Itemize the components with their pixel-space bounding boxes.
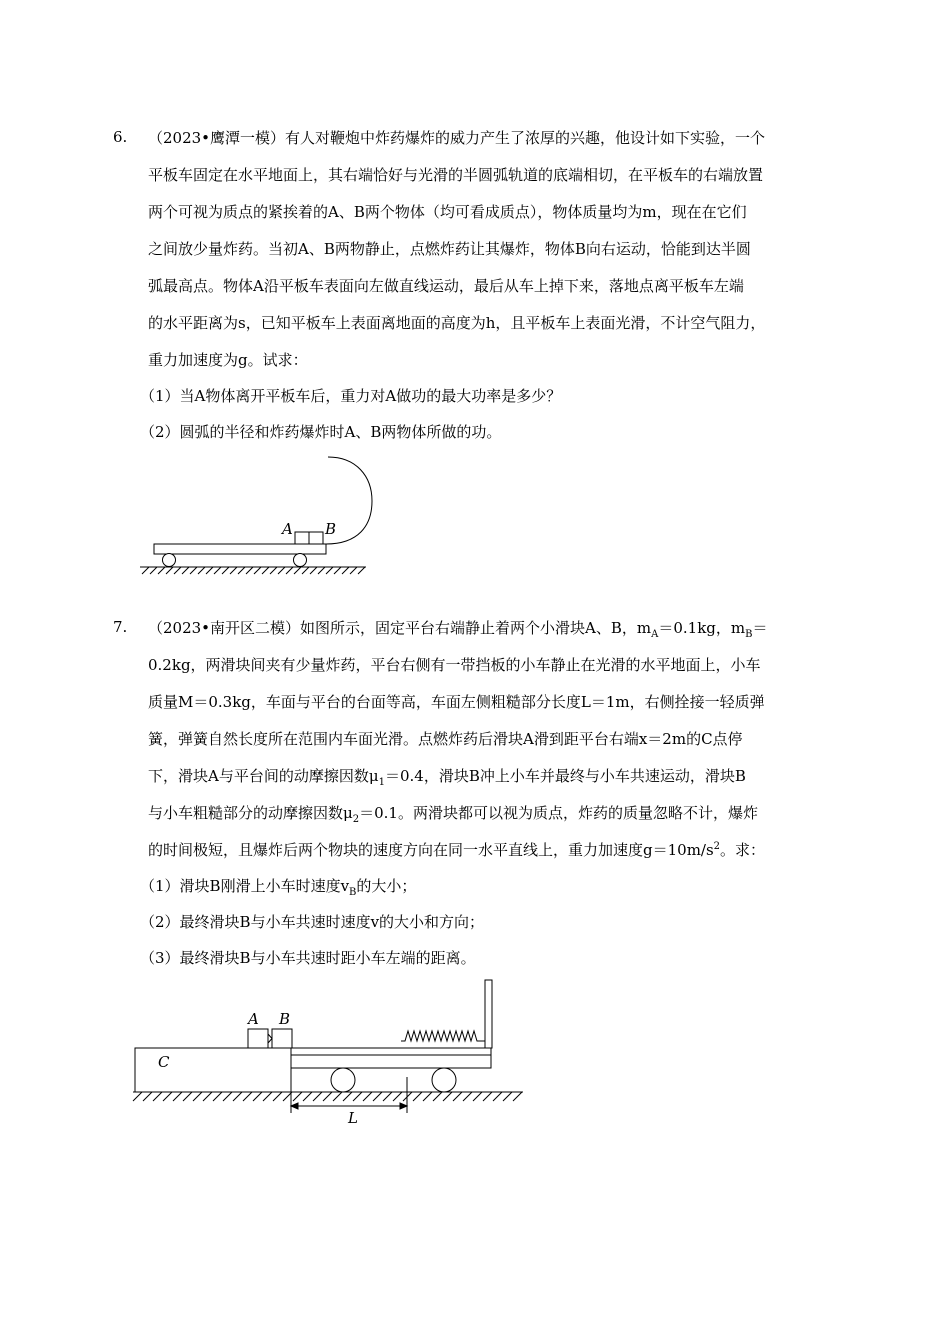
label-b: B [279,1010,291,1028]
cart-body [154,544,326,554]
question-6-number: 6. [113,128,128,146]
question-6-line-4: 之间放少量炸药。当初A、B两物静止，点燃炸药让其爆炸，物体B向右运动，恰能到达半圆 [148,240,751,258]
label-b: B [325,520,337,538]
question-7-figure [125,975,530,1135]
cart-wheel-left [163,554,176,567]
block-a [295,532,309,544]
label-c: C [158,1053,170,1071]
block-b [272,1029,292,1048]
cart-wheel-left [331,1068,355,1092]
block-b [309,532,323,544]
question-6-line-3: 两个可视为质点的紧挨着的A、B两个物体（均可看成质点），物体质量均为m，现在在它们 [148,203,747,221]
question-6-line-5: 弧最高点。物体A沿平板车表面向左做直线运动，最后从车上掉下来，落地点离平板车左端 [148,277,744,295]
question-7-line-4: 簧，弹簧自然长度所在范围内车面光滑。点燃炸药后滑块A滑到距平台右端x＝2m的C点停 [148,730,743,748]
ground [133,1092,523,1101]
question-7-line-7: 的时间极短，且爆炸后两个物块的速度方向在同一水平直线上，重力加速度$g=10m/s^2$。求： [148,841,766,859]
label-a: A [282,520,293,538]
question-7-line-6: 与小车粗糙部分的动摩擦因数$\mu_2=0.1$。两滑块都可以视为质点，炸药的质量忽略不计，爆炸 [148,804,758,825]
question-7-line-1: （2023•南开区二模）如图所示，固定平台右端静止着两个小滑块A、B，$m_A=0.1kg$，$m_B=$ [148,619,768,640]
explosive [268,1034,272,1043]
question-6-figure [130,450,380,580]
question-6-line-1: （2023•鹰潭一模）有人对鞭炮中炸药爆炸的威力产生了浓厚的兴趣，他设计如下实验，一个 [148,129,766,147]
question-6-sub-1: （1）当A物体离开平板车后，重力对A做功的最大功率是多少？ [140,387,562,405]
question-7-sub-1: （1）滑块B刚滑上小车时速度$v_B$的大小； [140,877,417,898]
question-6-line-7: 重力加速度为g。试求： [148,351,308,369]
block-a [248,1029,268,1048]
cart-wheel-right [432,1068,456,1092]
question-6-sub-2: （2）圆弧的半径和炸药爆炸时A、B两物体所做的功。 [140,423,502,441]
question-7-sub-2: （2）最终滑块B与小车共速时速度v的大小和方向； [140,913,485,931]
cart-wheel-right [294,554,307,567]
label-l: L [348,1109,358,1127]
cart-body [291,1048,491,1068]
question-7-line-5: 下，滑块A与平台间的动摩擦因数$\mu_1=0.4$，滑块B冲上小车并最终与小车共速运动，滑块B [148,767,746,788]
cart-baffle [485,980,492,1048]
label-a: A [248,1010,259,1028]
question-6-line-6: 的水平距离为s，已知平板车上表面离地面的高度为h，且平板车上表面光滑，不计空气阻力， [148,314,766,332]
ground [140,567,366,574]
question-6-line-2: 平板车固定在水平地面上，其右端恰好与光滑的半圆弧轨道的底端相切，在平板车的右端放置 [148,166,764,184]
question-7-line-3: 质量M＝0.3kg，车面与平台的台面等高，车面左侧粗糙部分长度L＝1m，右侧拴接一轻质弹 [148,693,765,711]
question-7-number: 7. [113,618,128,636]
question-7-sub-3: （3）最终滑块B与小车共速时距小车左端的距离。 [140,949,476,967]
spring [401,1031,485,1041]
question-7-line-2: 0.2kg，两滑块间夹有少量炸药，平台右侧有一带挡板的小车静止在光滑的水平地面上，小车 [148,656,761,674]
